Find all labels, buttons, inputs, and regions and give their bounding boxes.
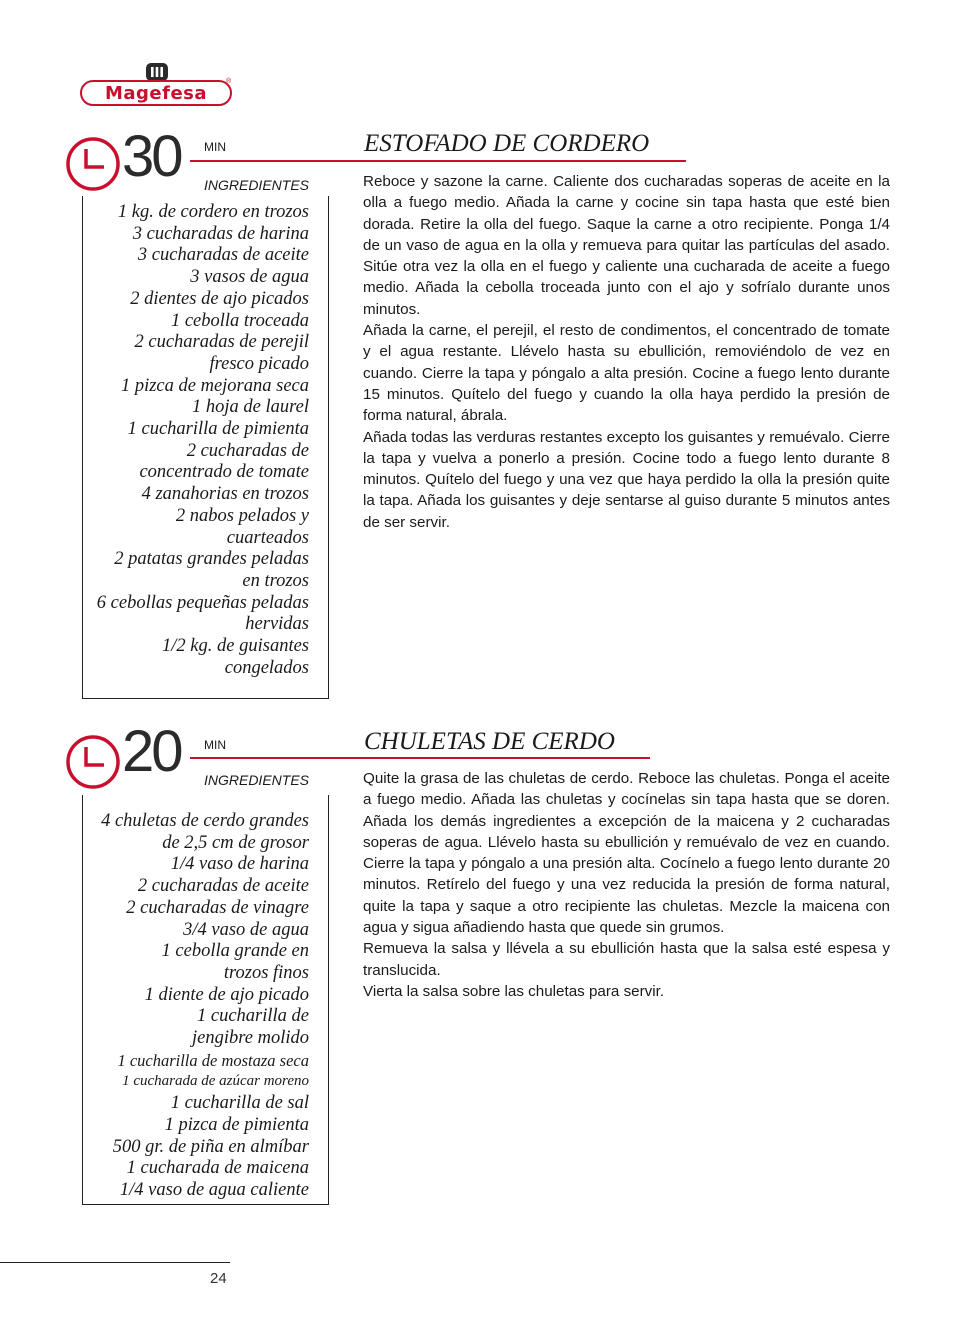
ingredient-line: 1 kg. de cordero en trozos (117, 202, 309, 222)
recipe-title: ESTOFADO DE CORDERO (364, 130, 650, 157)
title-rule (190, 757, 650, 759)
ingredient-line: en trozos (242, 570, 309, 591)
ingredient-line: 2 nabos pelados y (175, 505, 309, 526)
instruction-paragraph: Reboce y sazone la carne. Caliente dos cucharadas soperas de aceite en la olla a fuego medio. Añada la carne y cocine sin tapa hasta que esté bien dorada. Retire la olla del fuego. Saque la carne a otro recipiente. Ponga 1/4 de un vaso de agua en la olla y remueva para quitar las partículas del asado. Sitúe otra vez la olla en el fuego y caliente una cucharada de aceite a fuego medio. Añada la cebolla troceada junto con el ajo y sofríalo durante unos minutos. (363, 173, 890, 318)
ingredient-line: 1 cucharada de maicena (126, 1158, 309, 1179)
logo-oval (80, 80, 232, 106)
ingredient-line: 3/4 vaso de agua (183, 919, 309, 940)
ingredient-line: 2 cucharadas de (186, 440, 309, 461)
ingredient-line: 1 pizca de mejorana seca (120, 375, 309, 396)
ingredient-line: 500 gr. de piña en almíbar (112, 1136, 309, 1157)
brand-name: Magefesa (104, 82, 208, 104)
ingredient-line: 1 cebolla grande en (161, 941, 309, 962)
ingredient-line: de 2,5 cm de grosor (162, 832, 309, 853)
ingredients-list (101, 811, 309, 1202)
instruction-paragraph: Vierta la salsa sobre las chuletas para servir. (363, 982, 665, 1000)
ingredient-line: 6 cebollas pequeñas peladas (96, 592, 309, 613)
ingredients-label: INGREDIENTES (203, 177, 309, 193)
brand-logo (80, 62, 234, 108)
instruction-paragraph: Añada todas las verduras restantes excepto los guisantes y remuévalo. Cierre la tapa y vuelva a ponerlo a presión. Cocine todo a fuego lento durante 8 minutos. Quítelo del fuego y una vez que haya perdido la olla la presión quite la tapa. Añada los guisantes y deje sentarse al guiso durante 5 minutos antes de ser servir. (363, 428, 890, 531)
ingredient-line: 1 cucharada de azúcar moreno (122, 1073, 309, 1090)
ingredient-line: 1 cucharilla de (196, 1006, 309, 1027)
ingredient-line: 2 cucharadas de vinagre (126, 897, 309, 918)
ingredient-line: 3 vasos de agua (190, 267, 309, 288)
ingredient-line: jengibre molido (192, 1028, 309, 1049)
ingredient-line: cuarteados (226, 527, 309, 548)
ingredient-line: 2 dientes de ajo picados (130, 288, 309, 309)
instruction-paragraph: Remueva la salsa y llévela a su ebullición hasta que la salsa esté espesa y translucida. (363, 940, 890, 979)
ingredient-line: trozos finos (223, 962, 309, 983)
cooking-time: 20 (122, 719, 181, 784)
ingredient-line: 3 cucharadas de harina (132, 223, 309, 244)
recipe-instructions (363, 768, 890, 1002)
ingredient-line: 3 cucharadas de aceite (137, 245, 309, 266)
ingredient-line: 4 zanahorias en trozos (141, 484, 309, 505)
pressure-cooker-icon (144, 62, 170, 82)
ingredient-line: hervidas (245, 614, 309, 635)
ingredient-line: 2 cucharadas de perejil (134, 332, 309, 353)
ingredients-list (97, 202, 309, 679)
ingredient-line: 1 pizca de pimienta (164, 1114, 309, 1135)
clock-icon (64, 135, 122, 193)
ingredient-line: 1/4 vaso de harina (170, 854, 309, 875)
ingredient-line: 1 cucharilla de pimienta (127, 419, 309, 440)
page-number: 24 (210, 1270, 227, 1287)
ingredient-line: concentrado de tomate (139, 462, 309, 483)
time-unit: MIN (204, 738, 226, 752)
ingredient-line: 4 chuletas de cerdo grandes (101, 811, 309, 831)
ingredients-label: INGREDIENTES (203, 772, 309, 788)
instruction-paragraph: Quite la grasa de las chuletas de cerdo. Reboce las chuletas. Ponga el aceite a fuego medio. Añada las chuletas y cocínelas sin tapa hasta que se doren. Añada los demás ingredientes a excepción de la maicena y 2 cucharadas soperas de agua. Llévelo hasta su ebullición y remuévalo de vez en cuando. Cierre la tapa y póngalo a una presión alta. Cocínelo a fuego lento durante 20 minutos. Retírelo del fuego y una vez reducida la presión de forma natural, quite la tapa y saque a otro recipiente las chuletas. Mezcle la maicena con agua y sigua añadiendo hasta que quede sin grumos. (363, 770, 890, 937)
ingredient-line: congelados (224, 657, 309, 678)
recipe-instructions (363, 171, 890, 533)
ingredient-line: 1 diente de ajo picado (144, 984, 309, 1005)
ingredient-line: 2 cucharadas de aceite (137, 876, 309, 897)
ingredient-line: 2 patatas grandes peladas (114, 549, 309, 570)
recipe-title: CHULETAS DE CERDO (364, 728, 615, 755)
footer-rule (0, 1262, 230, 1263)
ingredient-line: 1 cucharilla de sal (170, 1093, 309, 1114)
ingredient-line: fresco picado (209, 353, 309, 374)
cooking-time: 30 (122, 124, 181, 189)
ingredient-line: 1 cucharilla de mostaza seca (117, 1050, 309, 1070)
ingredient-line: 1 hoja de laurel (192, 397, 309, 418)
ingredient-line: 1/2 kg. de guisantes (162, 636, 309, 657)
registered-mark: ® (226, 78, 232, 85)
ingredient-line: 1 cebolla troceada (170, 310, 309, 331)
title-rule (190, 160, 686, 162)
instruction-paragraph: Añada la carne, el perejil, el resto de condimentos, el concentrado de tomate y el agua restante. Llévelo hasta su ebullición, removiéndolo de vez en cuando. Cierre la tapa y póngalo a alta presión. Cocine a fuego lento durante 15 minutos. Quítelo del fuego y cuando la olla haya perdido la presión de forma natural, ábrala. (363, 322, 890, 425)
time-unit: MIN (204, 140, 226, 154)
clock-icon (64, 733, 122, 791)
ingredient-line: 1/4 vaso de agua caliente (119, 1179, 309, 1200)
